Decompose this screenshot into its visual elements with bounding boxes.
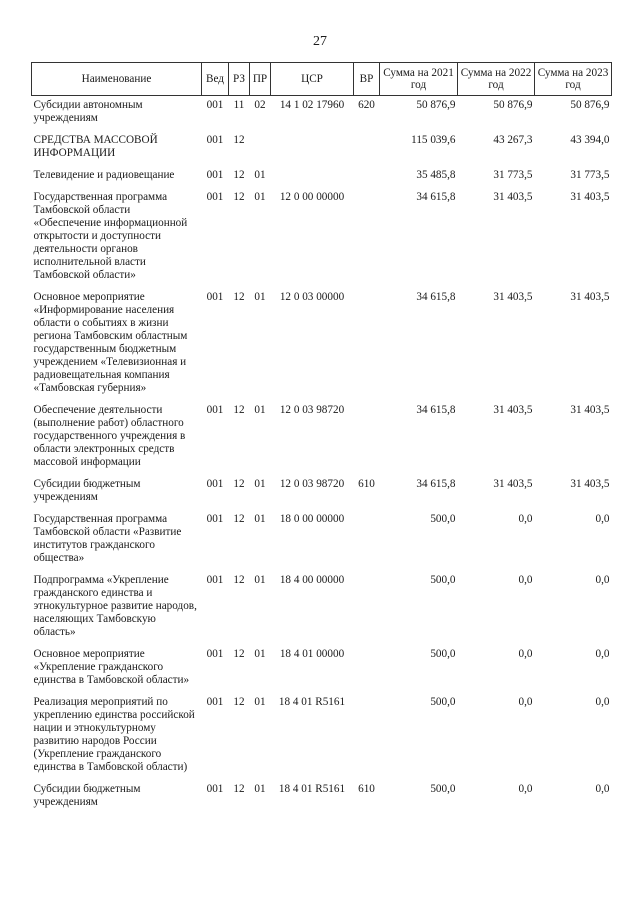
table-row <box>32 574 612 648</box>
cell-name: СРЕДСТВА МАССОВОЙ ИНФОРМАЦИИ <box>33 134 158 159</box>
cell-csr: 18 0 00 00000 <box>279 513 345 525</box>
column-header-pr: ПР <box>250 63 271 96</box>
table-row <box>32 478 612 513</box>
cell-rz: 12 <box>233 169 245 181</box>
cell-sum-2023: 50 876,9 <box>570 99 610 111</box>
page-number: 27 <box>313 34 327 49</box>
cell-sum-2022: 0,0 <box>518 513 533 525</box>
cell-pr: 01 <box>254 513 266 525</box>
cell-ved: 001 <box>206 134 224 146</box>
cell-vr <box>354 191 380 291</box>
cell-sum-2022: 43 267,3 <box>493 134 533 146</box>
cell-sum-2023: 0,0 <box>595 513 610 525</box>
cell-vr <box>354 169 380 191</box>
table-row <box>32 169 612 191</box>
cell-sum-2021: 34 615,8 <box>416 291 456 303</box>
cell-csr: 12 0 00 00000 <box>279 191 345 203</box>
cell-sum-2022: 31 403,5 <box>493 478 533 490</box>
cell-sum-2021: 500,0 <box>430 574 456 586</box>
cell-csr: 18 4 01 R5161 <box>278 783 346 795</box>
cell-pr: 01 <box>254 478 266 490</box>
cell-csr: 12 0 03 98720 <box>279 404 345 416</box>
cell-csr: 12 0 03 00000 <box>279 291 345 303</box>
cell-vr <box>354 134 380 169</box>
cell-vr <box>354 513 380 574</box>
cell-pr: 01 <box>254 648 266 660</box>
table-row <box>32 513 612 574</box>
cell-sum-2023: 0,0 <box>595 648 610 660</box>
cell-name: Субсидии бюджетным учреждениям <box>33 478 141 503</box>
cell-csr: 18 4 01 00000 <box>279 648 345 660</box>
cell-sum-2022: 31 773,5 <box>493 169 533 181</box>
cell-csr: 12 0 03 98720 <box>279 478 345 490</box>
cell-sum-2023: 31 403,5 <box>570 291 610 303</box>
cell-sum-2021: 115 039,6 <box>411 134 456 146</box>
cell-sum-2023: 31 403,5 <box>570 191 610 203</box>
cell-name: Подпрограмма «Укрепление гражданского единства и этнокультурное развитие народов, населяющих Тамбовскую область» <box>33 574 197 638</box>
cell-sum-2022: 0,0 <box>518 696 533 708</box>
cell-vr <box>354 696 380 783</box>
header-row <box>32 63 612 96</box>
cell-sum-2023: 0,0 <box>595 696 610 708</box>
column-header-csr: ЦСР <box>271 63 354 96</box>
cell-sum-2023: 0,0 <box>595 783 610 795</box>
cell-sum-2021: 34 615,8 <box>416 478 456 490</box>
cell-name: Основное мероприятие «Укрепление гражданского единства в Тамбовской области» <box>33 648 190 686</box>
cell-pr: 01 <box>254 783 266 795</box>
cell-name: Обеспечение деятельности (выполнение работ) областного государственного учреждения в области электронных средств массовой информации <box>33 404 186 468</box>
cell-vr: 620 <box>358 99 375 111</box>
column-header-vr: ВР <box>354 63 380 96</box>
cell-sum-2022: 31 403,5 <box>493 291 533 303</box>
cell-ved: 001 <box>206 99 224 111</box>
cell-sum-2022: 31 403,5 <box>493 404 533 416</box>
cell-sum-2022: 31 403,5 <box>493 191 533 203</box>
cell-pr: 01 <box>254 169 266 181</box>
cell-vr <box>354 574 380 648</box>
cell-rz: 12 <box>233 513 245 525</box>
cell-name: Основное мероприятие «Информирование населения области о событиях в жизни региона Тамбовским областным государственным бюджетным учреждением «Телевизионная и радиовещательная компания «Тамбовская губерния» <box>33 291 188 394</box>
cell-vr: 610 <box>358 783 375 795</box>
table-row <box>32 783 612 818</box>
cell-ved: 001 <box>206 648 224 660</box>
cell-csr <box>271 169 354 191</box>
cell-ved: 001 <box>206 169 224 181</box>
cell-sum-2021: 34 615,8 <box>416 191 456 203</box>
cell-name: Субсидии бюджетным учреждениям <box>33 783 141 808</box>
cell-sum-2021: 34 615,8 <box>416 404 456 416</box>
cell-sum-2021: 500,0 <box>430 696 456 708</box>
cell-ved: 001 <box>206 404 224 416</box>
table-row <box>32 648 612 696</box>
cell-rz: 12 <box>233 404 245 416</box>
cell-sum-2023: 31 403,5 <box>570 404 610 416</box>
cell-sum-2021: 500,0 <box>430 648 456 660</box>
cell-name: Реализация мероприятий по укреплению единства российской нации и этнокультурному развитию народов России (Укрепление гражданского единства в Тамбовской области) <box>33 696 195 773</box>
cell-sum-2021: 500,0 <box>430 513 456 525</box>
cell-ved: 001 <box>206 191 224 203</box>
cell-rz: 12 <box>233 291 245 303</box>
cell-pr: 01 <box>254 404 266 416</box>
table-row <box>32 134 612 169</box>
cell-csr <box>271 134 354 169</box>
cell-sum-2023: 31 773,5 <box>570 169 610 181</box>
cell-name: Государственная программа Тамбовской области «Обеспечение информационной открытости и доступности деятельности органов исполнительной власти Тамбовской области» <box>33 191 188 281</box>
column-header-ved: Вед <box>202 63 229 96</box>
table-row <box>32 696 612 783</box>
cell-sum-2023: 31 403,5 <box>570 478 610 490</box>
cell-pr <box>250 134 271 169</box>
cell-sum-2021: 35 485,8 <box>416 169 456 181</box>
table-row <box>32 191 612 291</box>
cell-csr: 18 4 00 00000 <box>279 574 345 586</box>
table-row <box>32 404 612 478</box>
column-header-sum-2021: Сумма на 2021 год <box>380 63 458 96</box>
cell-name: Государственная программа Тамбовской области «Развитие институтов гражданского общества» <box>33 513 182 564</box>
cell-vr: 610 <box>358 478 375 490</box>
cell-pr: 01 <box>254 291 266 303</box>
cell-sum-2022: 50 876,9 <box>493 99 533 111</box>
column-header-rz: РЗ <box>229 63 250 96</box>
cell-sum-2023: 0,0 <box>595 574 610 586</box>
cell-pr: 01 <box>254 696 266 708</box>
cell-sum-2021: 500,0 <box>430 783 456 795</box>
cell-rz: 12 <box>233 191 245 203</box>
cell-rz: 12 <box>233 134 245 146</box>
cell-rz: 11 <box>233 99 245 111</box>
cell-ved: 001 <box>206 574 224 586</box>
cell-rz: 12 <box>233 574 245 586</box>
cell-ved: 001 <box>206 696 224 708</box>
cell-csr: 14 1 02 17960 <box>279 99 345 111</box>
cell-name: Субсидии автономным учреждениям <box>33 99 143 124</box>
cell-rz: 12 <box>233 648 245 660</box>
cell-sum-2022: 0,0 <box>518 648 533 660</box>
table-row <box>32 291 612 404</box>
table-body <box>32 96 612 819</box>
cell-vr <box>354 648 380 696</box>
cell-sum-2021: 50 876,9 <box>416 99 456 111</box>
cell-sum-2022: 0,0 <box>518 574 533 586</box>
column-header-sum-2023: Сумма на 2023 год <box>535 63 612 96</box>
cell-pr: 02 <box>254 99 266 111</box>
cell-vr <box>354 404 380 478</box>
budget-table <box>31 62 612 818</box>
cell-ved: 001 <box>206 478 224 490</box>
cell-csr: 18 4 01 R5161 <box>278 696 346 708</box>
cell-ved: 001 <box>206 783 224 795</box>
cell-rz: 12 <box>233 783 245 795</box>
cell-sum-2022: 0,0 <box>518 783 533 795</box>
cell-sum-2023: 43 394,0 <box>570 134 610 146</box>
cell-vr <box>354 291 380 404</box>
cell-pr: 01 <box>254 574 266 586</box>
cell-name: Телевидение и радиовещание <box>33 169 175 181</box>
cell-pr: 01 <box>254 191 266 203</box>
table-row <box>32 96 612 135</box>
column-header-name: Наименование <box>32 63 202 96</box>
cell-rz: 12 <box>233 478 245 490</box>
cell-ved: 001 <box>206 291 224 303</box>
cell-ved: 001 <box>206 513 224 525</box>
cell-rz: 12 <box>233 696 245 708</box>
column-header-sum-2022: Сумма на 2022 год <box>458 63 535 96</box>
